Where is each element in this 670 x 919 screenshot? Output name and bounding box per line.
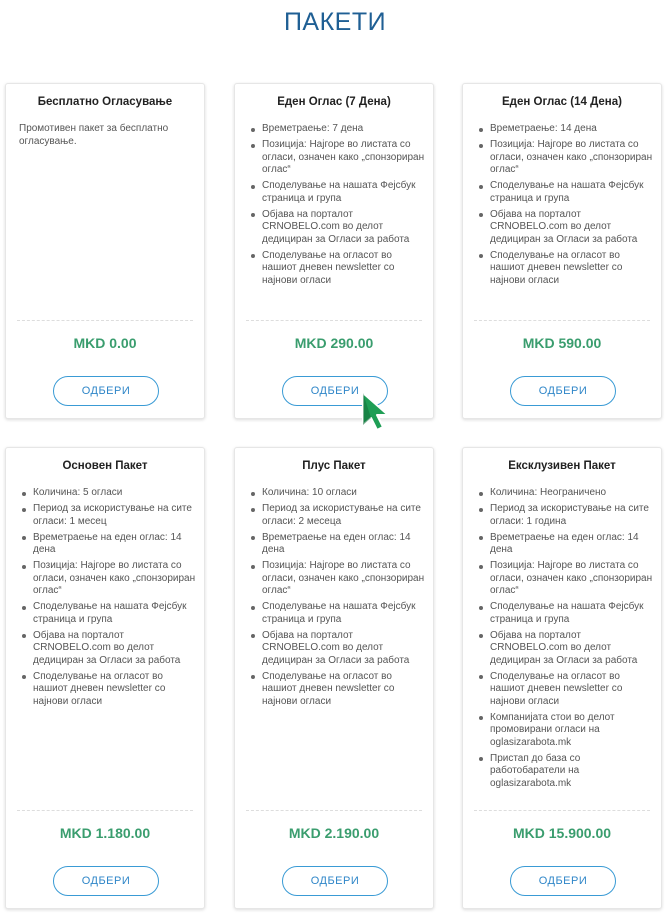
feature-item: Времетраење: 7 дена [247, 123, 427, 136]
package-price: MKD 1.180.00 [59, 825, 151, 841]
package-card-exclusive [462, 447, 662, 909]
package-card-basic [5, 447, 205, 909]
select-button[interactable]: ОДБЕРИ [53, 376, 159, 406]
feature-item: Споделување на огласот во нашиот дневен newsletter со најнови огласи [475, 250, 655, 288]
package-title: Еден Оглас (7 Дена) [277, 96, 391, 108]
feature-item: Објава на порталот CRNOBELO.com во делот дедициран за Огласи за работа [475, 209, 655, 247]
package-price: MKD 0.00 [73, 335, 137, 351]
feature-item: Објава на порталот CRNOBELO.com во делот дедициран за Огласи за работа [18, 630, 198, 668]
package-title: Ексклузивен Пакет [508, 460, 616, 472]
feature-item: Споделување на нашата Фејсбук страница и група [247, 180, 427, 205]
feature-item: Времетраење на еден оглас: 14 дена [247, 532, 427, 557]
feature-item: Количина: 10 огласи [247, 487, 427, 500]
feature-item: Времетраење: 14 дена [475, 123, 655, 136]
feature-item: Споделување на нашата Фејсбук страница и група [247, 601, 427, 626]
package-card-single-7 [234, 83, 434, 419]
feature-item: Количина: 5 огласи [18, 487, 198, 500]
feature-item: Времетраење на еден оглас: 14 дена [475, 532, 655, 557]
feature-item: Пристап до база со работобаратели на oglasizarabota.mk [475, 753, 655, 791]
feature-item: Објава на порталот CRNOBELO.com во делот дедициран за Огласи за работа [247, 209, 427, 247]
feature-item: Споделување на огласот во нашиот дневен newsletter со најнови огласи [247, 250, 427, 288]
feature-item: Период за искористување на сите огласи: 2 месеца [247, 503, 427, 528]
feature-item: Споделување на нашата Фејсбук страница и група [475, 601, 655, 626]
feature-item: Позиција: Најгоре во листата со огласи, означен како „спонзориран оглас“ [247, 560, 427, 598]
select-button[interactable]: ОДБЕРИ [53, 866, 159, 896]
divider [17, 810, 193, 811]
package-card-plus [234, 447, 434, 909]
feature-item: Споделување на огласот во нашиот дневен newsletter со најнови огласи [247, 671, 427, 709]
select-button[interactable]: ОДБЕРИ [510, 376, 616, 406]
divider [17, 320, 193, 321]
package-description: Промотивен пакет за бесплатно огласување. [19, 123, 169, 147]
package-price: MKD 290.00 [294, 335, 374, 351]
feature-item: Период за искористување на сите огласи: 1 месец [18, 503, 198, 528]
package-title: Бесплатно Огласување [37, 96, 173, 108]
feature-list [475, 123, 655, 291]
package-card-free [5, 83, 205, 419]
feature-item: Период за искористување на сите огласи: 1 година [475, 503, 655, 528]
divider [474, 320, 650, 321]
divider [246, 320, 422, 321]
select-button[interactable]: ОДБЕРИ [282, 376, 388, 406]
package-card-single-14 [462, 83, 662, 419]
feature-item: Позиција: Најгоре во листата со огласи, означен како „спонзориран оглас“ [475, 560, 655, 598]
feature-item: Споделување на нашата Фејсбук страница и група [18, 601, 198, 626]
page-title: ПАКЕТИ [283, 8, 387, 36]
feature-item: Позиција: Најгоре во листата со огласи, означен како „спонзориран оглас“ [18, 560, 198, 598]
feature-item: Количина: Неограничено [475, 487, 655, 500]
package-title: Еден Оглас (14 Дена) [502, 96, 622, 108]
package-title: Основен Пакет [62, 460, 148, 472]
feature-list [475, 487, 655, 794]
select-button[interactable]: ОДБЕРИ [510, 866, 616, 896]
feature-item: Позиција: Најгоре во листата со огласи, означен како „спонзориран оглас“ [475, 139, 655, 177]
feature-item: Споделување на нашата Фејсбук страница и група [475, 180, 655, 205]
feature-item: Објава на порталот CRNOBELO.com во делот дедициран за Огласи за работа [247, 630, 427, 668]
package-price: MKD 590.00 [522, 335, 602, 351]
package-price: MKD 2.190.00 [288, 825, 380, 841]
feature-item: Споделување на огласот во нашиот дневен newsletter со најнови огласи [475, 671, 655, 709]
select-button[interactable]: ОДБЕРИ [282, 866, 388, 896]
feature-item: Објава на порталот CRNOBELO.com во делот дедициран за Огласи за работа [475, 630, 655, 668]
feature-list [18, 487, 198, 712]
package-price: MKD 15.900.00 [512, 825, 612, 841]
feature-list [247, 123, 427, 291]
feature-list [247, 487, 427, 712]
feature-item: Времетраење на еден оглас: 14 дена [18, 532, 198, 557]
divider [474, 810, 650, 811]
mouse-cursor-icon [360, 391, 394, 433]
divider [246, 810, 422, 811]
feature-item: Споделување на огласот во нашиот дневен newsletter со најнови огласи [18, 671, 198, 709]
feature-item: Позиција: Најгоре во листата со огласи, означен како „спонзориран оглас“ [247, 139, 427, 177]
package-title: Плус Пакет [302, 460, 366, 472]
feature-item: Компанијата стои во делот промовирани огласи на oglasizarabota.mk [475, 712, 655, 750]
